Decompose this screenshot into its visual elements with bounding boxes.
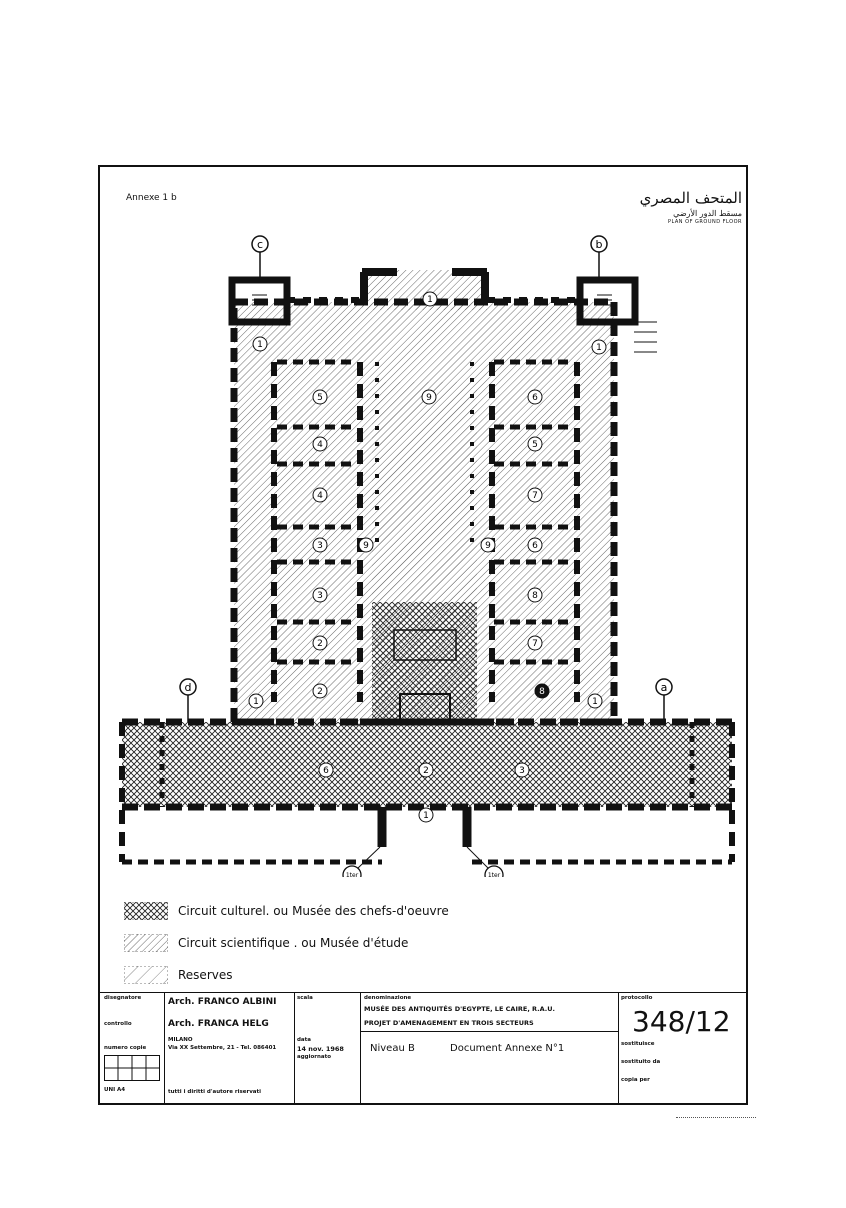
svg-text:1: 1	[592, 697, 598, 707]
room-marker	[253, 337, 267, 351]
copy-for-label: copia per	[621, 1077, 650, 1083]
room-marker	[528, 538, 542, 552]
legend-item-cultural	[124, 902, 449, 920]
legend-label: Reserves	[178, 968, 233, 982]
svg-text:3: 3	[519, 766, 525, 776]
sparse-swatch-icon	[124, 966, 168, 984]
room-marker	[528, 636, 542, 650]
copies-label: numero copie	[104, 1045, 147, 1051]
room-marker	[313, 437, 327, 451]
crosshatch-swatch-icon	[124, 902, 168, 920]
room-marker	[313, 538, 327, 552]
svg-text:9: 9	[363, 541, 369, 551]
svg-text:5: 5	[532, 440, 538, 450]
room-marker	[249, 694, 263, 708]
svg-text:1ter: 1ter	[487, 872, 501, 877]
document-label: Document Annexe N°1	[450, 1043, 565, 1054]
room-marker	[592, 340, 606, 354]
svg-text:4: 4	[317, 491, 323, 501]
designer-label: disegnatore	[104, 995, 142, 1001]
svg-text:b: b	[595, 238, 603, 251]
svg-text:6: 6	[532, 541, 538, 551]
svg-text:1: 1	[427, 295, 433, 305]
room-marker	[528, 488, 542, 502]
denomination-line-1: MUSÉE DES ANTIQUITÉS D'EGYPTE, LE CAIRE, R.A.U.	[364, 1005, 556, 1013]
date-label: data	[297, 1037, 311, 1043]
room-marker	[359, 538, 373, 552]
tb-architect-column	[164, 993, 295, 1103]
entrance-marker-c	[252, 236, 268, 280]
legend-item-reserves	[124, 966, 233, 984]
svg-text:6: 6	[323, 766, 329, 776]
svg-text:2: 2	[317, 687, 323, 697]
room-marker	[528, 390, 542, 404]
entrance-marker-a	[656, 679, 672, 722]
room-marker	[419, 763, 433, 777]
room-marker	[423, 292, 437, 306]
architect-2: Arch. FRANCA HELG	[168, 1019, 269, 1029]
room-marker	[422, 390, 436, 404]
address: Via XX Settembre, 21 - Tel. 086401	[168, 1045, 277, 1051]
room-marker	[419, 808, 433, 822]
floor-plan	[100, 167, 746, 877]
legend-label: Circuit scientifique . ou Musée d'étude	[178, 936, 409, 950]
tb-denomination-column	[360, 993, 619, 1103]
room-marker	[528, 437, 542, 451]
svg-text:7: 7	[532, 639, 538, 649]
rights-notice: tutti i diritti d'autore riservati	[168, 1089, 262, 1095]
denomination-label: denominazione	[364, 995, 412, 1001]
updated-label: aggiornato	[297, 1054, 331, 1060]
room-marker	[313, 684, 327, 698]
room-marker	[313, 390, 327, 404]
svg-text:5: 5	[317, 393, 323, 403]
denomination-line-2: PROJET D'AMENAGEMENT EN TROIS SECTEURS	[364, 1019, 534, 1027]
drawing-sheet	[98, 165, 748, 1105]
city: MILANO	[168, 1037, 193, 1043]
divider	[676, 1117, 756, 1118]
arabic-title: المتحف المصري	[639, 189, 742, 207]
svg-text:1: 1	[257, 340, 263, 350]
tb-scale-column	[294, 993, 361, 1103]
svg-text:7: 7	[532, 491, 538, 501]
title-block	[100, 992, 746, 1103]
svg-text:6: 6	[532, 393, 538, 403]
room-marker	[319, 763, 333, 777]
replaces-label: sostituisce	[621, 1041, 655, 1047]
date-value: 14 nov. 1968	[297, 1045, 344, 1053]
cultural-zone-court	[372, 602, 477, 722]
annex-label: Annexe 1 b	[126, 193, 177, 203]
room-marker	[535, 684, 549, 698]
scale-label: scala	[297, 995, 313, 1001]
copies-grid	[104, 1055, 160, 1081]
diagonal-swatch-icon	[124, 934, 168, 952]
room-marker	[528, 588, 542, 602]
svg-text:8: 8	[532, 591, 538, 601]
svg-text:3: 3	[317, 541, 323, 551]
svg-text:9: 9	[426, 393, 432, 403]
svg-text:1: 1	[253, 697, 259, 707]
protocol-number: 348/12	[632, 1005, 731, 1038]
control-label: controllo	[104, 1021, 132, 1027]
room-marker	[313, 636, 327, 650]
room-marker	[515, 763, 529, 777]
protocol-label: protocollo	[621, 995, 653, 1001]
replaced-by-label: sostituito da	[621, 1059, 661, 1065]
entrance-marker-b	[591, 236, 607, 280]
svg-text:8: 8	[539, 687, 545, 697]
tb-control-column	[100, 993, 165, 1103]
architect-1: Arch. FRANCO ALBINI	[168, 997, 277, 1007]
court-zone	[372, 382, 477, 602]
legend-label: Circuit culturel. ou Musée des chefs-d'oeuvre	[178, 904, 449, 918]
svg-text:1ter: 1ter	[345, 872, 359, 877]
room-marker	[481, 538, 495, 552]
svg-text:9: 9	[485, 541, 491, 551]
svg-text:1: 1	[596, 343, 602, 353]
svg-text:4: 4	[317, 440, 323, 450]
level-label: Niveau B	[370, 1043, 415, 1054]
arabic-subtitle: مسقط الدور الأرضي	[673, 209, 742, 218]
format-label: UNI A4	[104, 1087, 126, 1093]
room-marker	[588, 694, 602, 708]
svg-text:a: a	[660, 681, 668, 694]
entrance-marker-d	[180, 679, 196, 722]
tb-protocol-column	[618, 993, 746, 1103]
legend-item-scientific	[124, 934, 408, 952]
room-marker	[313, 588, 327, 602]
svg-text:c: c	[256, 238, 264, 251]
room-marker	[313, 488, 327, 502]
svg-text:1: 1	[423, 811, 429, 821]
svg-text:2: 2	[317, 639, 323, 649]
plan-caption: PLAN OF GROUND FLOOR	[667, 219, 742, 225]
svg-text:2: 2	[423, 766, 429, 776]
svg-text:d: d	[184, 681, 192, 694]
svg-text:3: 3	[317, 591, 323, 601]
